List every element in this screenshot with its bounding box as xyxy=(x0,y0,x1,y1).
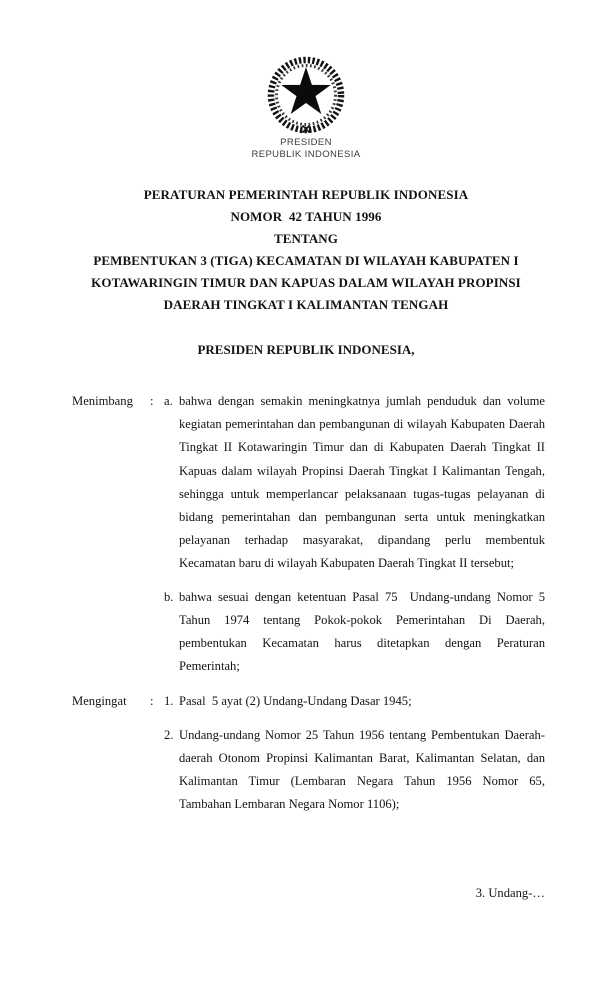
item-text: bahwa dengan semakin meningkatnya jumlah penduduk dan volume kegiatan pemerintahan dan pembangunan di wilayah Kabupaten Daerah Tingkat II Kotawaringin Timur dan di Kabupaten Daerah Tingkat II Kapuas dalam wilayah Propinsi Daerah Tingkat I Kalimantan Tengah, sehingga untuk memperlancar pelaksanaan tugas-tugas pelayanan di bidang pemerintahan dan pembangunan serta untuk meningkatkan pelayanan terhadap masyarakat, dipandang perlu membentuk Kecamatan baru di wilayah Kabupaten Daerah Tingkat II tersebut; xyxy=(179,394,545,571)
section-items xyxy=(164,390,545,678)
seal-caption-republik-indonesia: REPUBLIK INDONESIA xyxy=(251,149,361,160)
item-text: Undang-undang Nomor 25 Tahun 1956 tentang Pembentukan Daerah-daerah Otonom Propinsi Kalimantan Barat, Kalimantan Selatan, dan Kalimantan Timur (Lembaran Negara Tahun 1956 Nomor 65, Tambahan Lembaran Negara Nomor 1106); xyxy=(179,727,545,812)
item-marker: b. xyxy=(164,589,174,604)
section-mengingat xyxy=(72,690,545,816)
document-title xyxy=(0,184,612,316)
ribbon-knot xyxy=(305,128,308,131)
item-marker: 1. xyxy=(164,694,174,709)
section-menimbang xyxy=(72,390,545,678)
title-line-4: PEMBENTUKAN 3 (TIGA) KECAMATAN DI WILAYAH KABUPATEN I xyxy=(93,253,519,268)
salutation: PRESIDEN REPUBLIK INDONESIA, xyxy=(197,342,415,357)
star-glyph xyxy=(281,67,330,114)
section-label: Menimbang xyxy=(72,394,133,408)
item-text: Pasal 5 ayat (2) Undang-Undang Dasar 1945; xyxy=(179,694,412,709)
seal-caption xyxy=(0,137,612,161)
section-label: Mengingat xyxy=(72,694,127,709)
list-item xyxy=(164,586,545,679)
seal-caption-presiden: PRESIDEN xyxy=(280,137,332,148)
item-marker: 2. xyxy=(164,727,174,742)
presidential-seal xyxy=(0,53,612,161)
title-line-5: KOTAWARINGIN TIMUR DAN KAPUAS DALAM WILAYAH PROPINSI xyxy=(91,275,521,290)
document-body xyxy=(0,390,612,816)
section-items xyxy=(164,690,545,816)
list-item xyxy=(164,390,545,576)
section-colon: : xyxy=(150,394,154,408)
star-wreath-seal-icon xyxy=(264,53,348,137)
item-marker: a. xyxy=(164,394,173,408)
title-line-1: PERATURAN PEMERINTAH REPUBLIK INDONESIA xyxy=(143,187,469,202)
list-item xyxy=(164,724,545,817)
title-line-6: DAERAH TINGKAT I KALIMANTAN TENGAH xyxy=(163,297,449,312)
item-text: bahwa sesuai dengan ketentuan Pasal 75 Undang-undang Nomor 5 Tahun 1974 tentang Pokok-pokok Pemerintahan Di Daerah, pembentukan Kecamatan harus ditetapkan dengan Peraturan Pemerintah; xyxy=(179,589,545,674)
page-catchword: 3. Undang-… xyxy=(475,886,545,900)
title-line-3: TENTANG xyxy=(273,231,339,246)
title-line-2: NOMOR 42 TAHUN 1996 xyxy=(230,209,382,224)
list-item xyxy=(164,690,545,713)
section-colon: : xyxy=(150,694,154,709)
